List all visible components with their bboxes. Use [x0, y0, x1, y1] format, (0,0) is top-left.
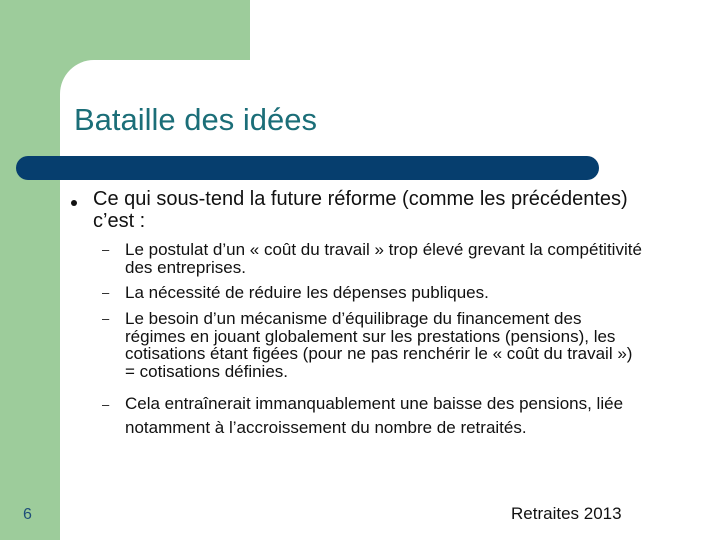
main-bullet-text: Ce qui sous-tend la future réforme (comme les précédentes) c’est :: [93, 188, 628, 232]
sub-item-3: Le besoin d’un mécanisme d’équilibrage du financement des régimes en jouant globalement sur les prestations (pensions), les cotisations étant figées (pour ne pas renchérir le « coût du travail ») = cotisations définies.: [125, 309, 633, 381]
title-underline-bar: [16, 156, 599, 180]
sub-item-2: La nécessité de réduire les dépenses publiques.: [125, 283, 489, 302]
slide-title: Bataille des idées: [74, 102, 317, 137]
dash-icon: –: [102, 311, 110, 326]
page-number: 6: [23, 506, 32, 523]
dash-icon: –: [102, 285, 110, 300]
dash-icon: –: [102, 397, 110, 412]
sub-item-1: Le postulat d’un « coût du travail » trop élevé grevant la compétitivité des entreprises.: [125, 240, 642, 277]
dash-icon: –: [102, 242, 110, 257]
footer-text: Retraites 2013: [511, 504, 622, 523]
sub-item-4: Cela entraînerait immanquablement une baisse des pensions, liée notamment à l’accroissement du nombre de retraités.: [125, 394, 624, 437]
bullet-dot-icon: [71, 200, 77, 206]
